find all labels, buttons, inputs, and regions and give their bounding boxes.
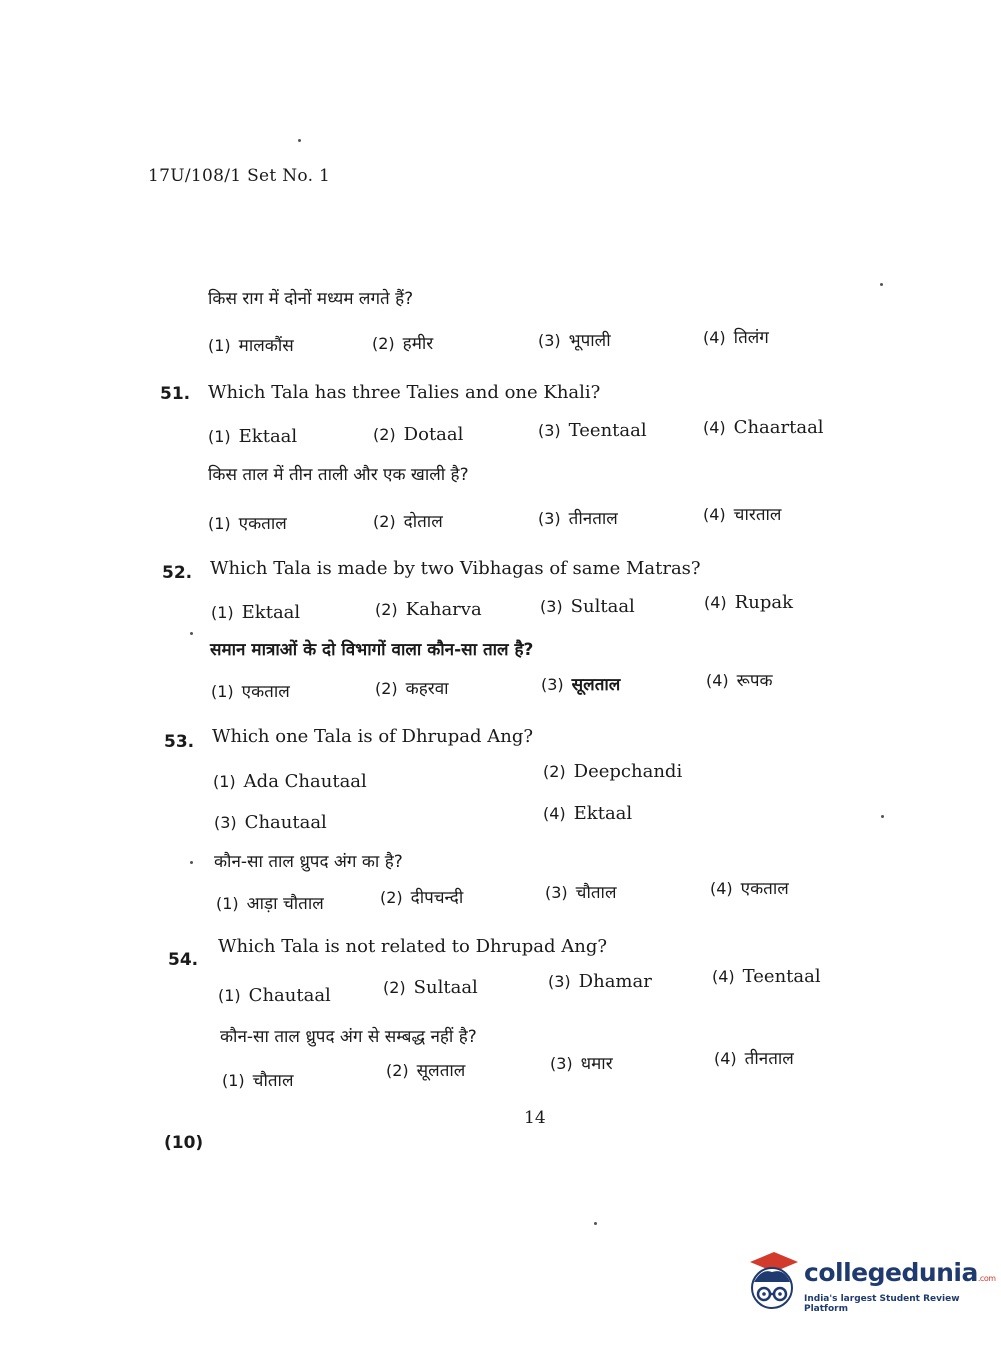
option-text: धमार	[580, 1054, 613, 1074]
option	[211, 679, 290, 702]
option-text: Teentaal	[568, 420, 647, 441]
question-text-hindi: कौन-सा ताल ध्रुपद अंग का है?	[214, 852, 403, 872]
option-number: (3)	[550, 1054, 573, 1073]
logo-tagline: India's largest Student Review Platform	[804, 1294, 960, 1314]
option-text: Teentaal	[742, 966, 821, 987]
option-text: Chautaal	[248, 985, 331, 1006]
option-text: हमीर	[402, 334, 434, 354]
option-number: (1)	[222, 1071, 245, 1090]
option-number: (4)	[712, 967, 735, 986]
option	[373, 509, 443, 532]
mascot-icon	[742, 1250, 802, 1316]
option-text: सूलताल	[416, 1061, 466, 1081]
option-number: (1)	[213, 772, 236, 791]
option-number: (4)	[706, 671, 729, 690]
option-text: Dotaal	[403, 424, 464, 445]
option-number: (2)	[383, 978, 406, 997]
option	[545, 880, 617, 903]
option-text: Sultaal	[413, 977, 478, 998]
option-number: (3)	[538, 421, 561, 440]
option-text: आड़ा चौताल	[246, 894, 324, 914]
option-text: Deepchandi	[573, 761, 683, 782]
option-number: (2)	[375, 600, 398, 619]
option-text: मालकौंस	[238, 336, 294, 356]
option-number: (3)	[548, 972, 571, 991]
option-text: सूलताल	[571, 675, 621, 695]
option	[222, 1068, 294, 1091]
option-number: (4)	[703, 328, 726, 347]
option-number: (4)	[543, 804, 566, 823]
option	[372, 331, 433, 354]
option-text: Chautaal	[244, 812, 327, 833]
collegedunia-logo	[742, 1250, 996, 1320]
logo-suffix: .com	[977, 1274, 996, 1283]
option	[208, 333, 294, 356]
option-text: भूपाली	[568, 331, 611, 351]
option	[703, 325, 769, 348]
question-text-english: Which one Tala is of Dhrupad Ang?	[212, 726, 534, 747]
option-text: Ada Chautaal	[243, 771, 367, 792]
question-text-english: Which Tala is made by two Vibhagas of same Matras?	[210, 558, 701, 579]
question-text-english: Which Tala has three Talies and one Khali?	[208, 382, 601, 403]
option-text: कहरवा	[405, 679, 449, 699]
option-text: चौताल	[575, 883, 617, 903]
option-text: चौताल	[252, 1071, 294, 1091]
option	[540, 596, 635, 617]
option-text: एकताल	[740, 879, 789, 899]
option	[706, 668, 773, 691]
option-number: (4)	[710, 879, 733, 898]
option	[375, 599, 482, 620]
option	[538, 420, 647, 441]
option	[213, 771, 367, 792]
option-number: (1)	[211, 682, 234, 701]
option-text: Rupak	[734, 592, 793, 613]
option-text: दोताल	[403, 512, 443, 532]
option-number: (3)	[538, 331, 561, 350]
option-number: (1)	[218, 986, 241, 1005]
option-number: (3)	[538, 509, 561, 528]
option	[218, 985, 331, 1006]
question-text-english: Which Tala is not related to Dhrupad Ang?	[218, 936, 608, 957]
option-text: Ektaal	[573, 803, 633, 824]
option-text: Chaartaal	[733, 417, 824, 438]
option-text: Sultaal	[570, 596, 635, 617]
option-text: Kaharva	[405, 599, 482, 620]
option	[703, 502, 781, 525]
option	[538, 328, 611, 351]
booklet-code: (10)	[164, 1133, 204, 1153]
option-text: तीनताल	[568, 509, 618, 529]
option	[380, 885, 463, 908]
option-number: (3)	[540, 597, 563, 616]
option-number: (2)	[386, 1061, 409, 1080]
option	[373, 424, 463, 445]
option-text: एकताल	[241, 682, 290, 702]
option-number: (2)	[375, 679, 398, 698]
option-number: (2)	[380, 888, 403, 907]
option	[386, 1058, 465, 1081]
option	[550, 1051, 613, 1074]
option	[214, 812, 327, 833]
option-text: Ektaal	[238, 426, 298, 447]
option-number: (4)	[703, 418, 726, 437]
question-number: 54.	[168, 950, 199, 970]
question-text-hindi: समान मात्राओं के दो विभागों वाला कौन-सा ताल है?	[210, 640, 534, 660]
question-text-hindi: किस ताल में तीन ताली और एक खाली है?	[208, 465, 469, 485]
option-number: (2)	[543, 762, 566, 781]
option	[712, 966, 821, 987]
scan-speck	[190, 861, 193, 864]
set-code-header: 17U/108/1 Set No. 1	[148, 166, 331, 186]
scan-speck	[298, 139, 301, 142]
option-number: (4)	[703, 505, 726, 524]
option-number: (2)	[372, 334, 395, 353]
option	[548, 971, 652, 992]
option	[211, 602, 300, 623]
scan-speck	[881, 815, 884, 818]
page-number: 14	[524, 1108, 546, 1128]
logo-wordmark	[804, 1258, 996, 1287]
option-number: (3)	[214, 813, 237, 832]
option-number: (2)	[373, 512, 396, 531]
option-number: (1)	[216, 894, 239, 913]
option	[714, 1046, 794, 1069]
option	[383, 977, 478, 998]
option-text: चारताल	[733, 505, 782, 525]
option-text: एकताल	[238, 514, 287, 534]
question-number: 52.	[162, 563, 193, 583]
option	[710, 876, 789, 899]
scan-speck	[190, 632, 193, 635]
option-number: (1)	[208, 514, 231, 533]
option	[703, 417, 824, 438]
option	[208, 426, 297, 447]
option-text: तीनताल	[744, 1049, 794, 1069]
question-number: 51.	[160, 384, 191, 404]
option	[543, 761, 682, 782]
option	[538, 506, 618, 529]
scan-speck	[880, 283, 883, 286]
option	[541, 672, 620, 695]
option-text: तिलंग	[733, 328, 769, 348]
option-number: (1)	[208, 427, 231, 446]
option-text: Ektaal	[241, 602, 301, 623]
option-number: (2)	[373, 425, 396, 444]
question-text-hindi: कौन-सा ताल ध्रुपद अंग से सम्बद्ध नहीं है?	[220, 1027, 477, 1047]
option	[543, 803, 632, 824]
question-text-hindi: किस राग में दोनों मध्यम लगते हैं?	[208, 289, 414, 309]
option-number: (4)	[704, 593, 727, 612]
logo-name-text: collegedunia	[804, 1258, 978, 1287]
option-number: (1)	[208, 336, 231, 355]
option	[704, 592, 793, 613]
option	[208, 511, 287, 534]
option	[216, 891, 324, 914]
option	[375, 676, 449, 699]
option-text: रूपक	[736, 671, 773, 691]
option-number: (1)	[211, 603, 234, 622]
option-number: (4)	[714, 1049, 737, 1068]
question-number: 53.	[164, 732, 195, 752]
option-number: (3)	[541, 675, 564, 694]
option-text: दीपचन्दी	[410, 888, 464, 908]
option-text: Dhamar	[578, 971, 652, 992]
option-number: (3)	[545, 883, 568, 902]
scan-speck	[594, 1222, 597, 1225]
